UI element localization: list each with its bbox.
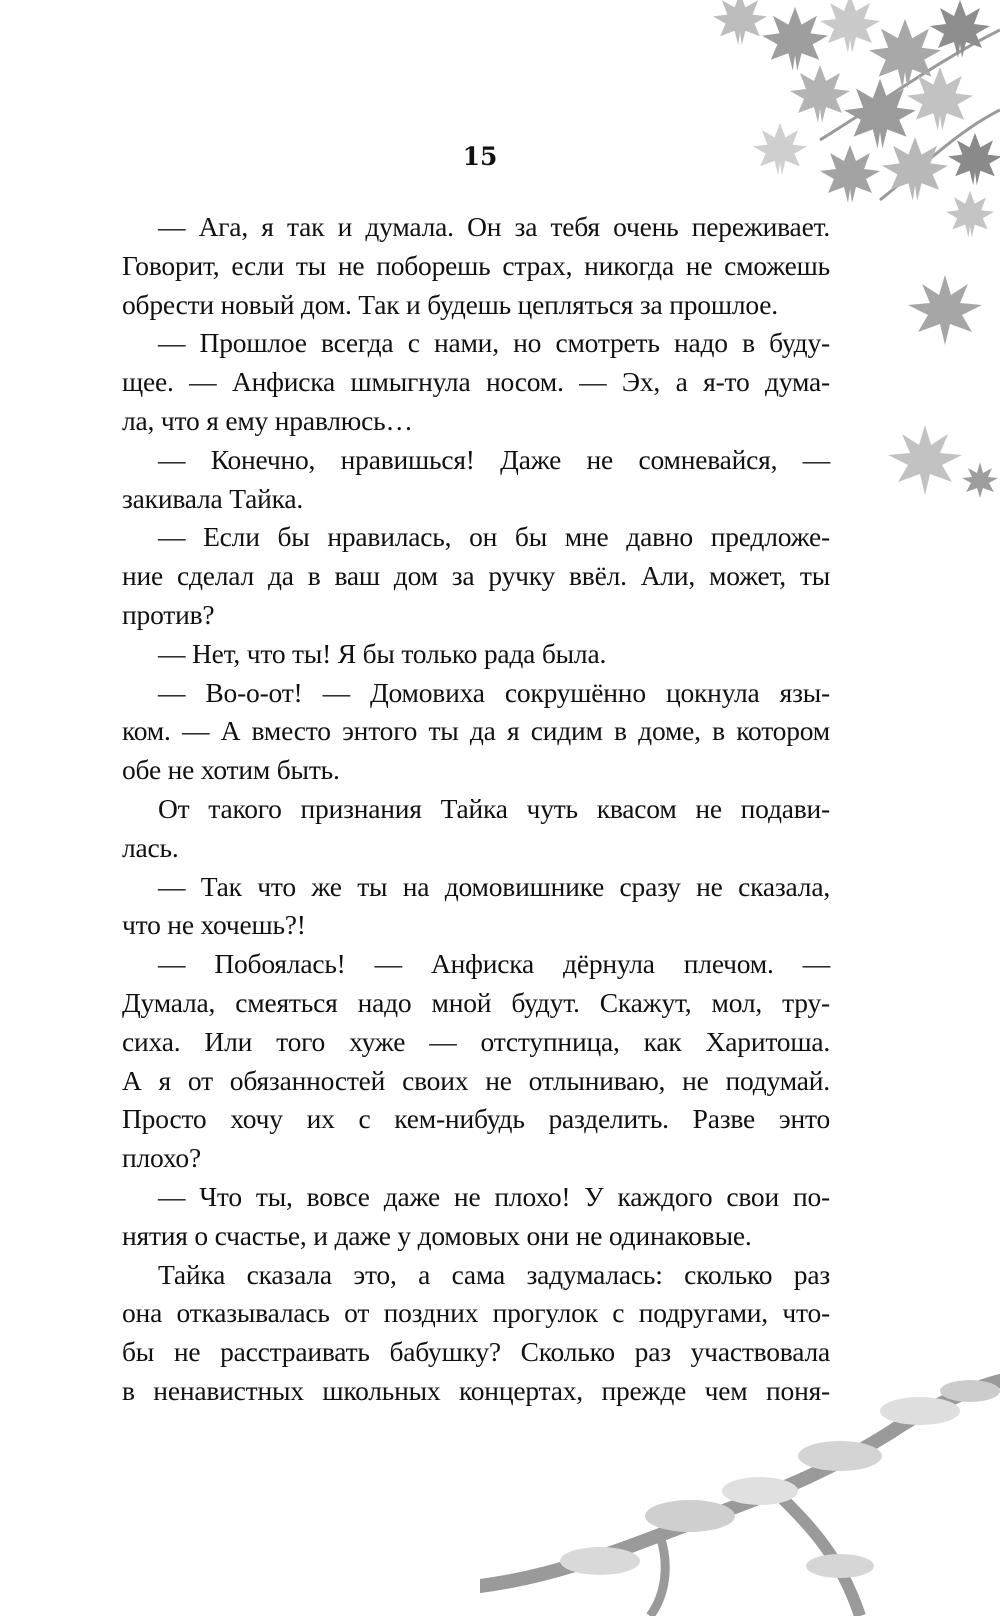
maple-leaves-branch-icon: [700, 0, 1000, 240]
text-line: обрести новый дом. Так и будешь цепляться за прошлое.: [122, 288, 778, 320]
text-line: нятия о счастье, и даже у домовых они не одинаковые.: [122, 1219, 752, 1251]
text-line: — Конечно, нравишься! Даже не сомневайся, —: [158, 443, 830, 475]
text-line: — Прошлое всегда с нами, но смотреть надо в буду-: [158, 327, 830, 359]
text-line: обе не хотим быть.: [122, 754, 340, 786]
text-line: в ненавистных школьных концертах, прежде чем поня-: [122, 1374, 830, 1406]
page-number: 15: [462, 142, 498, 171]
maple-leaf-icon: [880, 420, 970, 500]
text-line: — Так что же ты на домовишнике сразу не сказала,: [158, 870, 830, 902]
text-line: Тайка сказала это, а сама задумалась: сколько раз: [158, 1258, 830, 1290]
text-line: — Побоялась! — Анфиска дёрнула плечом. —: [158, 948, 830, 980]
text-line: против?: [122, 598, 215, 630]
text-line: От такого признания Тайка чуть квасом не подави-: [158, 792, 830, 824]
text-line: она отказывалась от поздних прогулок с подругами, что-: [122, 1297, 830, 1329]
text-line: — Ага, я так и думала. Он за тебя очень переживает.: [158, 211, 830, 242]
text-line: Говорит, если ты не поборешь страх, никогда не сможешь: [122, 249, 830, 281]
text-line: Просто хочу их с кем-нибудь разделить. Разве энто: [122, 1103, 830, 1135]
text-line: что не хочешь?!: [122, 909, 306, 941]
text-line: — Что ты, вовсе даже не плохо! У каждого свои по-: [158, 1180, 830, 1212]
text-line: А я от обязанностей своих не отлыниваю, не подумай.: [122, 1064, 830, 1096]
text-line: — Во-о-от! — Домовиха сокрушённо цокнула язы-: [158, 676, 830, 708]
maple-leaf-icon: [960, 460, 1000, 500]
text-line: плохо?: [122, 1142, 201, 1174]
maple-leaf-icon: [900, 270, 990, 350]
text-line: закивала Тайка.: [122, 482, 304, 514]
text-line: ла, что я ему нравлюсь…: [122, 404, 413, 436]
body-text: [122, 208, 830, 1411]
text-line: Думала, смеяться надо мной будут. Скажут, мол, тру-: [122, 986, 830, 1018]
text-line: — Нет, что ты! Я бы только рада была.: [158, 637, 607, 669]
text-line: — Если бы нравилась, он бы мне давно предложе-: [158, 521, 830, 553]
text-line: бы не расстраивать бабушку? Сколько раз участвовала: [122, 1336, 830, 1368]
text-line: щее. — Анфиска шмыгнула носом. — Эх, а я-то дума-: [122, 366, 830, 398]
text-line: ком. — А вместо энтого ты да я сидим в доме, в котором: [122, 715, 830, 747]
text-line: ние сделал да в ваш дом за ручку ввёл. Али, может, ты: [122, 560, 830, 592]
text-line: лась.: [122, 831, 179, 863]
text-line: сиха. Или того хуже — отступница, как Харитоша.: [122, 1025, 830, 1057]
